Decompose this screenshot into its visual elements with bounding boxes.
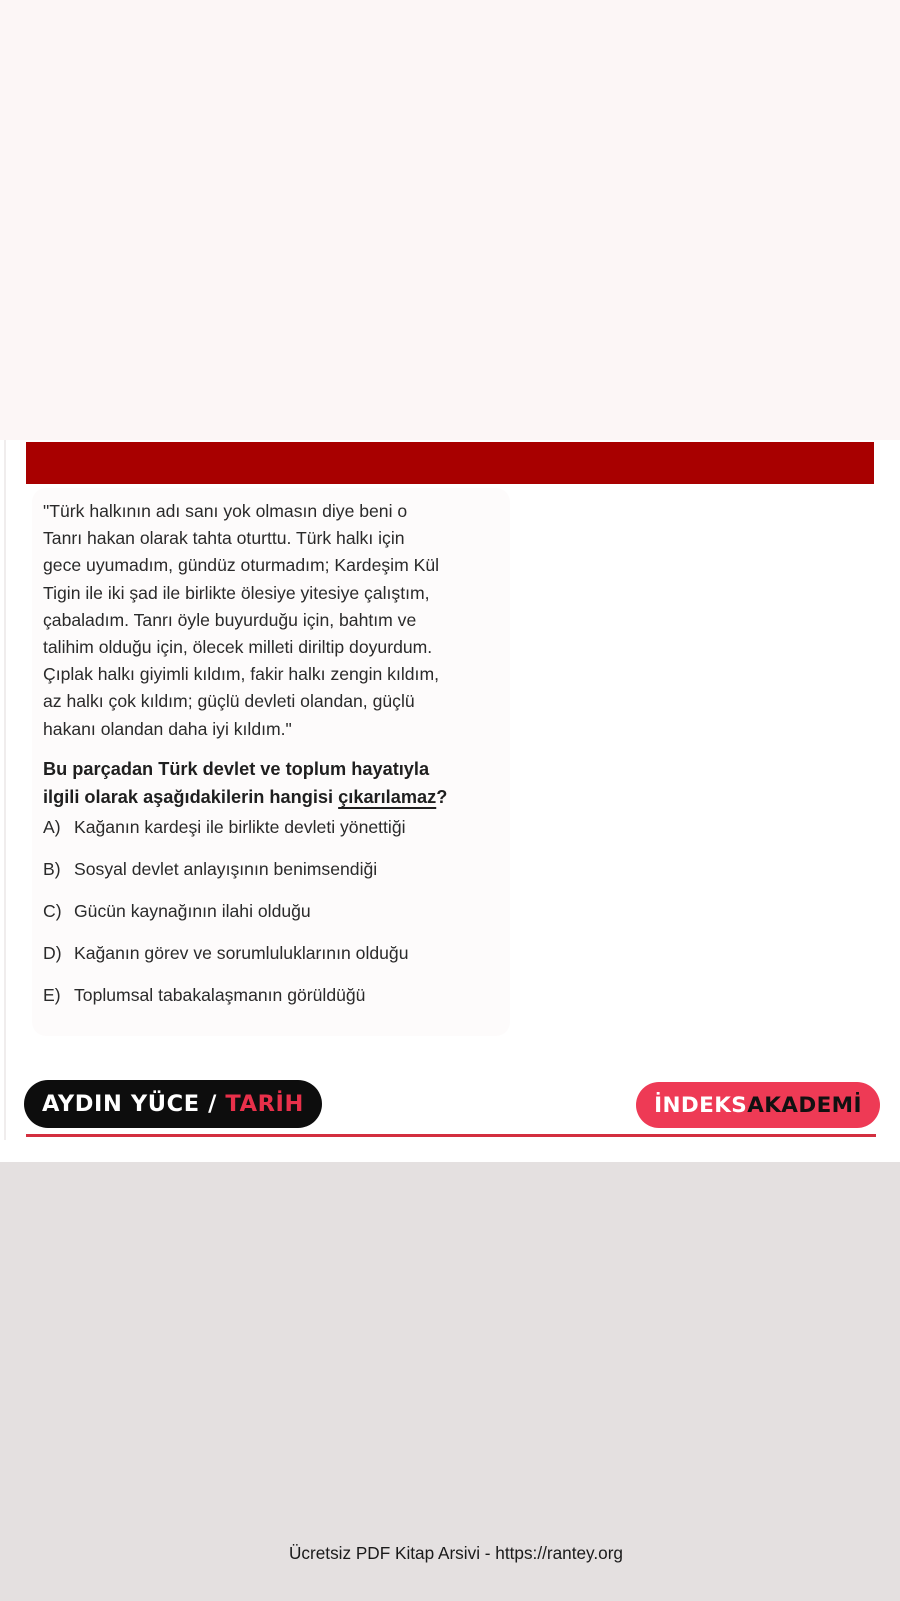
option-letter: E) bbox=[43, 985, 61, 1005]
question-stem bbox=[43, 756, 513, 811]
card-edge bbox=[4, 440, 6, 1140]
quote-passage bbox=[43, 498, 505, 743]
passage-line: talihim olduğu için, ölecek milleti diriltip doyurdum. bbox=[43, 637, 433, 658]
footer-caption: Ücretsiz PDF Kitap Arsivi - https://rantey.org bbox=[289, 1543, 623, 1563]
passage-line: hakanı olandan daha iyi kıldım." bbox=[43, 718, 292, 739]
option-text: Sosyal devlet anlayışının benimsendiği bbox=[74, 859, 378, 879]
footer-rule bbox=[26, 1134, 876, 1137]
option-text: Kağanın görev ve sorumluluklarının olduğu bbox=[74, 943, 409, 963]
option-a[interactable] bbox=[43, 816, 406, 838]
question-line-2 bbox=[43, 784, 513, 812]
top-blank-area bbox=[0, 0, 900, 440]
question-line-2-prefix: ilgili olarak aşağıdakilerin hangisi bbox=[43, 786, 339, 807]
option-text: Toplumsal tabakalaşmanın görüldüğü bbox=[74, 985, 366, 1005]
bottom-blank-area bbox=[0, 1162, 900, 1601]
option-b[interactable] bbox=[43, 858, 377, 880]
option-letter: B) bbox=[43, 859, 61, 879]
publisher-logo bbox=[636, 1082, 880, 1128]
publisher-name-part2: AKADEMİ bbox=[747, 1092, 862, 1118]
passage-line: gece uyumadım, gündüz oturmadım; Kardeşim Kül bbox=[43, 555, 440, 576]
passage-line: Çıplak halkı giyimli kıldım, fakir halkı zengin kıldım, bbox=[43, 664, 439, 685]
question-line-1: Bu parçadan Türk devlet ve toplum hayatıyla bbox=[43, 759, 430, 779]
passage-line: Tanrı hakan olarak tahta oturttu. Türk halkı için bbox=[43, 528, 405, 549]
option-letter: D) bbox=[43, 943, 62, 963]
author-subject-badge bbox=[24, 1080, 322, 1128]
author-name: AYDIN YÜCE / bbox=[42, 1091, 217, 1117]
subject-name: TARİH bbox=[225, 1091, 304, 1117]
option-c[interactable] bbox=[43, 900, 311, 922]
option-letter: A) bbox=[43, 817, 61, 837]
header-banner bbox=[26, 442, 874, 484]
question-negative-keyword: çıkarılamaz bbox=[338, 786, 437, 807]
publisher-name-part1: İNDEKS bbox=[654, 1092, 748, 1118]
passage-line: Tigin ile iki şad ile birlikte ölesiye yitesiye çalıştım, bbox=[43, 582, 430, 603]
passage-line: çabaladım. Tanrı öyle buyurduğu için, bahtım ve bbox=[43, 609, 417, 630]
option-text: Gücün kaynağının ilahi olduğu bbox=[74, 901, 311, 921]
passage-line: "Türk halkının adı sanı yok olmasın diye beni o bbox=[43, 501, 408, 521]
option-letter: C) bbox=[43, 901, 62, 921]
passage-line: az halkı çok kıldım; güçlü devleti olandan, güçlü bbox=[43, 691, 415, 712]
option-text: Kağanın kardeşi ile birlikte devleti yönettiği bbox=[74, 817, 406, 837]
question-mark: ? bbox=[436, 786, 448, 807]
option-e[interactable] bbox=[43, 984, 365, 1006]
option-d[interactable] bbox=[43, 942, 409, 964]
